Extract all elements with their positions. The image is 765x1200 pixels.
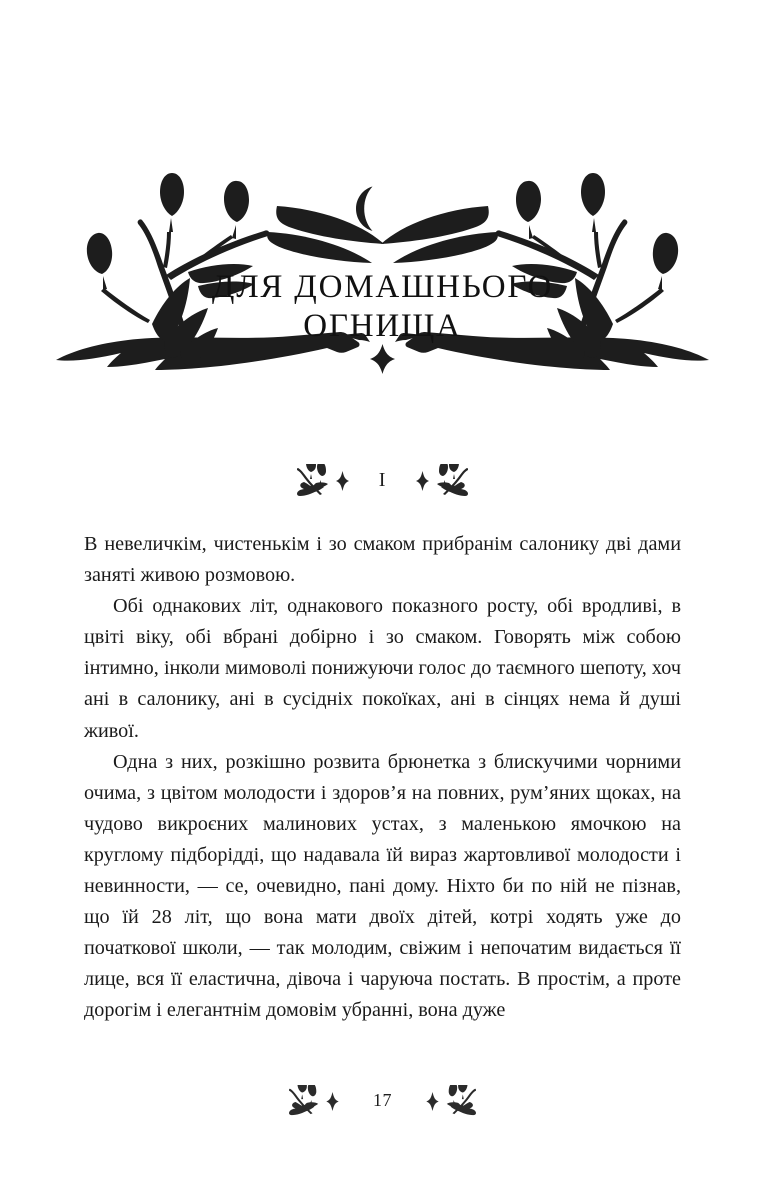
chapter-title [0,268,765,346]
paragraph: Одна з них, розкішно розвита брюнетка з блискучими чорними очима, з цвітом молодости і здоров’я на повних, рум’яних щоках, на чудово викроєних малинових устах, з маленькою ямочкою на круглому підборідді, що надавала їй вираз жартовливої молодости і невинности, — се, очевидно, пані дому. Ніхто би по ній не пізнав, що їй 28 літ, що вона мати двоїх дітей, котрі ходять уже до початкової школи, — так молодим, свіжим і непочатим видається її лице, вся її еластична, дівоча і чаруюча постать. В простім, а проте дорогім і елегантнім домовім убранні, вона дуже [84,750,681,1022]
four-pointed-star-left-icon [326,1092,339,1111]
chapter-title-line-2: ОГНИЩА [303,308,462,345]
section-divider [0,452,765,510]
crescent-moon-icon [356,187,373,231]
four-pointed-star-left-icon [336,471,349,491]
section-numeral: I [378,469,387,491]
four-pointed-star-right-icon [416,471,429,491]
leaf-sprig-right-icon [439,1085,481,1117]
body-text [84,529,681,1027]
four-pointed-star-icon [370,344,395,374]
chapter-title-line-1: ДЛЯ ДОМАШНЬОГО [211,269,554,306]
paragraph: В невеличкім, чистенькім і зо смаком прибранім салонику дві дами заняті живою розмовою. [84,533,681,587]
paragraph: Обі однакових літ, однакового показного росту, обі вродливі, в цвіті віку, обі вбрані добірно і зо смаком. Говорять між собою інтимно, інколи мимоволі понижуючи голос до таємного шепоту, хоч ані в салонику, ані в сусідніх покоїках, ані в сінцях нема й душі живої. [84,595,681,742]
leaf-sprig-left-icon [284,1085,326,1117]
four-pointed-star-right-icon [426,1092,439,1111]
page-footer [0,1073,765,1129]
page-number: 17 [372,1090,393,1110]
leaf-sprig-right-icon [429,464,473,498]
leaf-sprig-left-icon [292,464,336,498]
